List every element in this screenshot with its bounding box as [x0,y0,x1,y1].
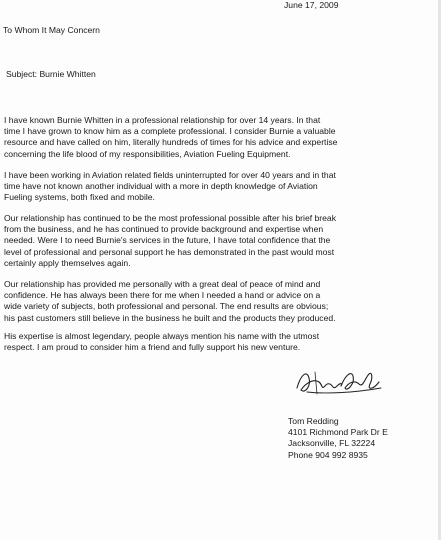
paragraph-line: his past customers still believe in the business he built and the products they produced. [4,312,336,323]
signer-city: Jacksonville, FL 32224 [288,438,376,449]
paragraph-5 [4,331,319,353]
signer-street: 4101 Richmond Park Dr E [288,427,388,438]
paragraph-line: respect. I am proud to consider him a friend and fully support his new venture. [4,342,301,353]
paragraph-line: His expertise is almost legendary, people always mention his name with the utmost [4,331,320,341]
paragraph-line: I have been working in Aviation related fields uninterrupted for over 40 years and in that [4,170,336,180]
paragraph-line: certainly apply themselves again. [4,257,131,268]
paragraph-line: level of professional and personal support he has demonstrated in the past would most [4,246,335,257]
paragraph-2 [4,170,336,204]
paragraph-line: from the business, and he has continued to provide background and expertise when [4,224,324,235]
paragraph-line: time I have grown to know him as a complete professional. I consider Burnie a valuable [4,126,336,137]
handwritten-signature [293,364,385,400]
paragraph-line: confidence. He has always been there for me when I needed a hand or advice on a [4,290,321,301]
paragraph-3 [4,213,336,269]
paragraph-line: I have known Burnie Whitten in a professional relationship for over 14 years. In that [4,115,321,125]
paragraph-4 [4,279,336,324]
paragraph-1 [4,115,337,160]
paragraph-line: Fueling systems, both fixed and mobile. [4,192,155,203]
paragraph-line: resource and have called on him, literally hundreds of times for his advice and expertise [4,137,338,148]
paragraph-line: Our relationship has provided me personally with a great deal of peace of mind and [4,279,321,289]
salutation: To Whom It May Concern [3,25,100,35]
paragraph-line: concerning the life blood of my responsibilities, Aviation Fueling Equipment. [4,148,291,159]
paragraph-line: wide variety of subjects, both professional and personal. The end results are obvious; [4,301,329,312]
paragraph-line: needed. Were I to need Burnie's services in the future, I have total confidence that the [4,235,331,246]
signer-phone: Phone 904 992 8935 [288,449,368,460]
letter-date: June 17, 2009 [284,0,339,10]
subject-line: Subject: Burnie Whitten [6,69,96,79]
paragraph-line: time have not known another individual with a more in depth knowledge of Aviation [4,181,318,192]
signer-name: Tom Redding [288,416,339,426]
paragraph-line: Our relationship has continued to be the most professional possible after his brief break [4,213,337,223]
signer-block [288,416,388,461]
